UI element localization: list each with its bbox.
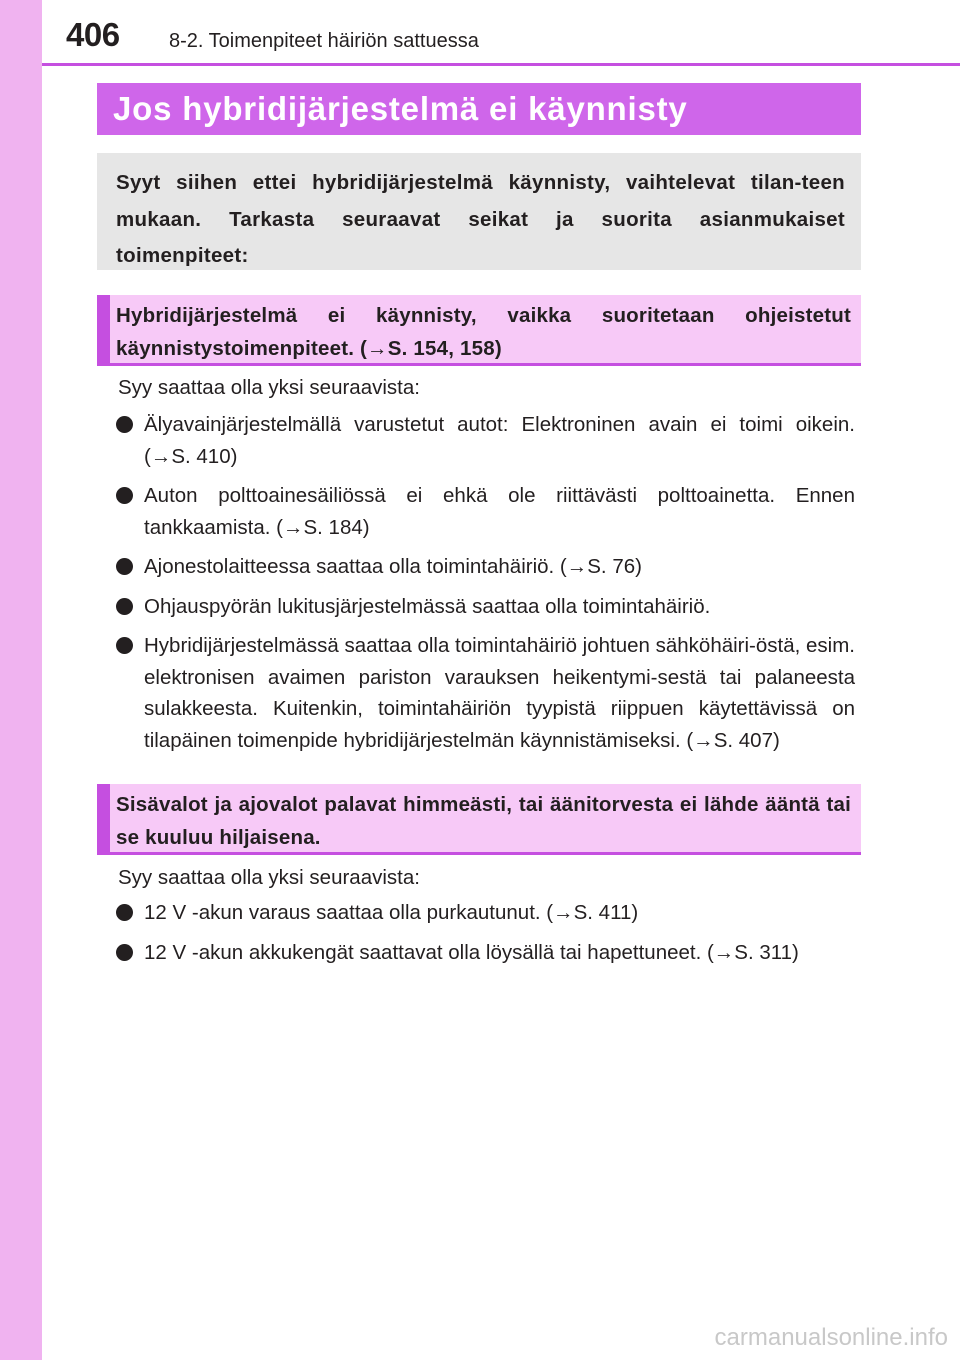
- list-item: Auton polttoainesäiliössä ei ehkä ole riittävästi polttoainetta. Ennen tankkaamista. (→S. 184): [97, 480, 855, 543]
- callout-heading-2: [97, 784, 861, 855]
- cause-list-2: [97, 897, 855, 976]
- list-item: Ohjauspyörän lukitusjärjestelmässä saattaa olla toimintahäiriö.: [97, 591, 855, 623]
- section-label: 8-2. Toimenpiteet häiriön sattuessa: [169, 30, 479, 52]
- page-title-banner: [97, 83, 861, 135]
- list-item: 12 V -akun varaus saattaa olla purkautunut. (→S. 411): [97, 897, 855, 929]
- bullet-icon: [116, 487, 133, 504]
- watermark: carmanualsonline.info: [714, 1324, 948, 1351]
- list-item: 12 V -akun akkukengät saattavat olla löysällä tai hapettuneet. (→S. 311): [97, 937, 855, 969]
- bullet-icon: [116, 558, 133, 575]
- page-title: Jos hybridijärjestelmä ei käynnisty: [113, 90, 688, 127]
- lead-text-2: Syy saattaa olla yksi seuraavista:: [118, 866, 420, 889]
- bullet-icon: [116, 944, 133, 961]
- list-item: Älyavainjärjestelmällä varustetut autot: Elektroninen avain ei toimi oikein. (→S. 410): [97, 409, 855, 472]
- side-tab-strip: [0, 0, 42, 1360]
- callout-heading-1: [97, 295, 861, 366]
- bullet-icon: [116, 904, 133, 921]
- page-number: 406: [66, 16, 120, 53]
- bullet-icon: [116, 637, 133, 654]
- callout-heading-text: Hybridijärjestelmä ei käynnisty, vaikka suoritetaan ohjeistetut käynnistystoimenpiteet. (→S. 154, 158): [116, 304, 851, 360]
- list-item: Hybridijärjestelmässä saattaa olla toimintahäiriö johtuen sähköhäiri-östä, esim. elektronisen avaimen pariston varauksen heikentymi-sestä tai palaneesta sulakkeesta. Kuitenkin, toimintahäiriön tyypistä riippuen käytettävissä on tilapäinen toimenpide hybridijärjestelmän käynnistämiseksi. (→S. 407): [97, 630, 855, 756]
- header-rule: [42, 63, 960, 66]
- list-item: Ajonestolaitteessa saattaa olla toimintahäiriö. (→S. 76): [97, 551, 855, 583]
- lead-text-1: Syy saattaa olla yksi seuraavista:: [118, 376, 420, 399]
- bullet-icon: [116, 416, 133, 433]
- callout-heading-text: Sisävalot ja ajovalot palavat himmeästi, tai äänitorvesta ei lähde ääntä tai se kuuluu hiljaisena.: [116, 793, 851, 849]
- intro-box: Syyt siihen ettei hybridijärjestelmä käynnisty, vaihtelevat tilan-teen mukaan. Tarkasta seuraavat seikat ja suorita asianmukaiset toimenpiteet:: [97, 153, 861, 270]
- bullet-icon: [116, 598, 133, 615]
- cause-list-1: [97, 409, 855, 764]
